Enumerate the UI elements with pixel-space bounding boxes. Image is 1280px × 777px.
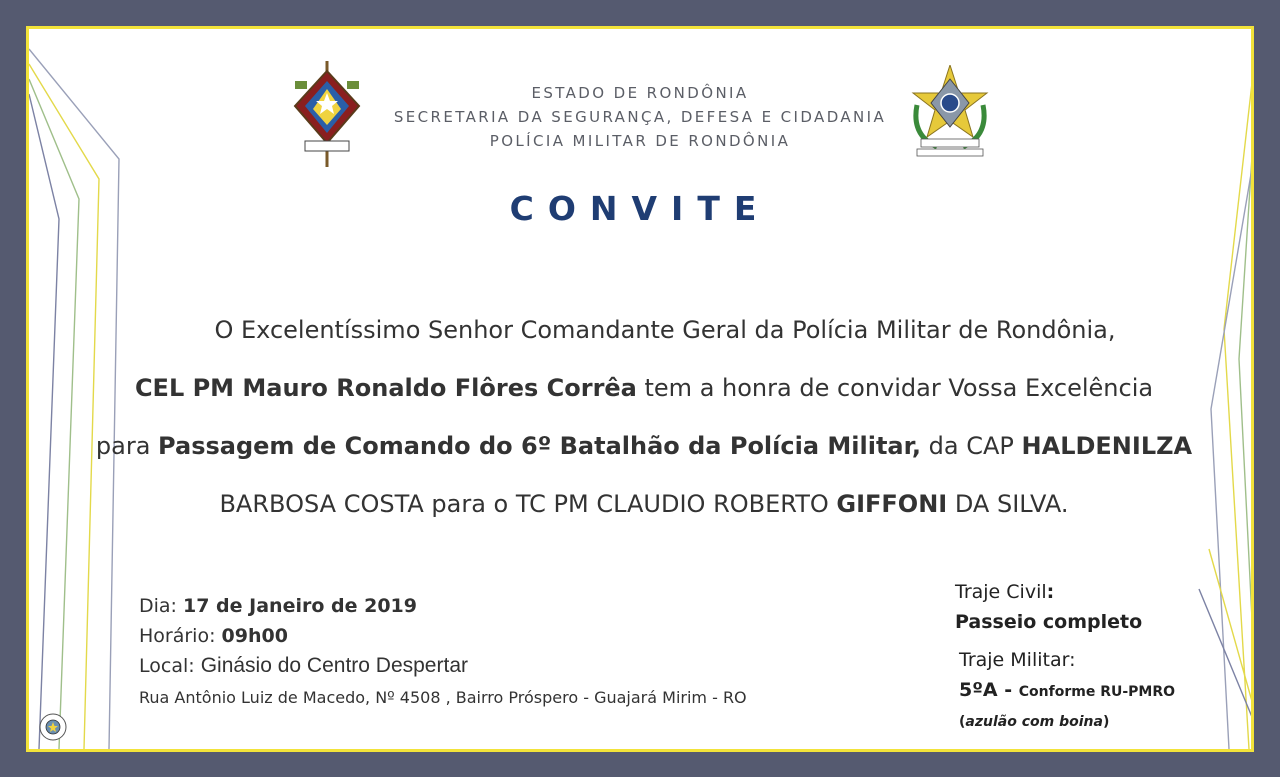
invitation-card (26, 26, 1254, 752)
date-row: Dia: 17 de Janeiro de 2019 (139, 595, 417, 617)
dress-code (955, 577, 1175, 745)
body-line-1: O Excelentíssimo Senhor Comandante Geral da Polícia Militar de Rondônia, (214, 316, 1116, 344)
commander-name: CEL PM Mauro Ronaldo Flôres Corrêa (134, 374, 637, 402)
page-title: CONVITE (509, 189, 771, 228)
header-police: POLÍCIA MILITAR DE RONDÔNIA (489, 132, 791, 150)
address-row: Rua Antônio Luiz de Macedo, Nº 4508 , Bairro Próspero - Guajará Mirim - RO (139, 688, 747, 707)
header-secretariat: SECRETARIA DA SEGURANÇA, DEFESA E CIDADANIA (393, 108, 887, 126)
event-details (139, 591, 747, 713)
institution-header (29, 81, 1251, 153)
event-time: 09h00 (221, 625, 288, 647)
civil-dress: Traje Civil: Passeio completo (955, 581, 1143, 633)
location-row: Local: Ginásio do Centro Despertar (139, 654, 468, 677)
event-location: Ginásio do Centro Despertar (200, 654, 468, 677)
event-date: 17 de Janeiro de 2019 (183, 595, 417, 617)
body-line-3: para Passagem de Comando do 6º Batalhão da Polícia Militar, da CAP HALDENILZA (95, 432, 1193, 460)
event-name: Passagem de Comando do 6º Batalhão da Polícia Militar, (158, 432, 922, 460)
time-row: Horário: 09h00 (139, 625, 288, 647)
body-line-2: CEL PM Mauro Ronaldo Flôres Corrêa tem a honra de convidar Vossa Excelência (134, 374, 1154, 402)
military-dress: Traje Militar: 5ºA - Conforme RU-PMRO (azulão com boina) (959, 649, 1176, 730)
body-line-4: BARBOSA COSTA para o TC PM CLAUDIO ROBERTO GIFFONI DA SILVA. (219, 490, 1069, 518)
invitation-body (89, 301, 1199, 533)
header-state: ESTADO DE RONDÔNIA (531, 84, 749, 102)
mini-seal-icon (39, 713, 67, 741)
